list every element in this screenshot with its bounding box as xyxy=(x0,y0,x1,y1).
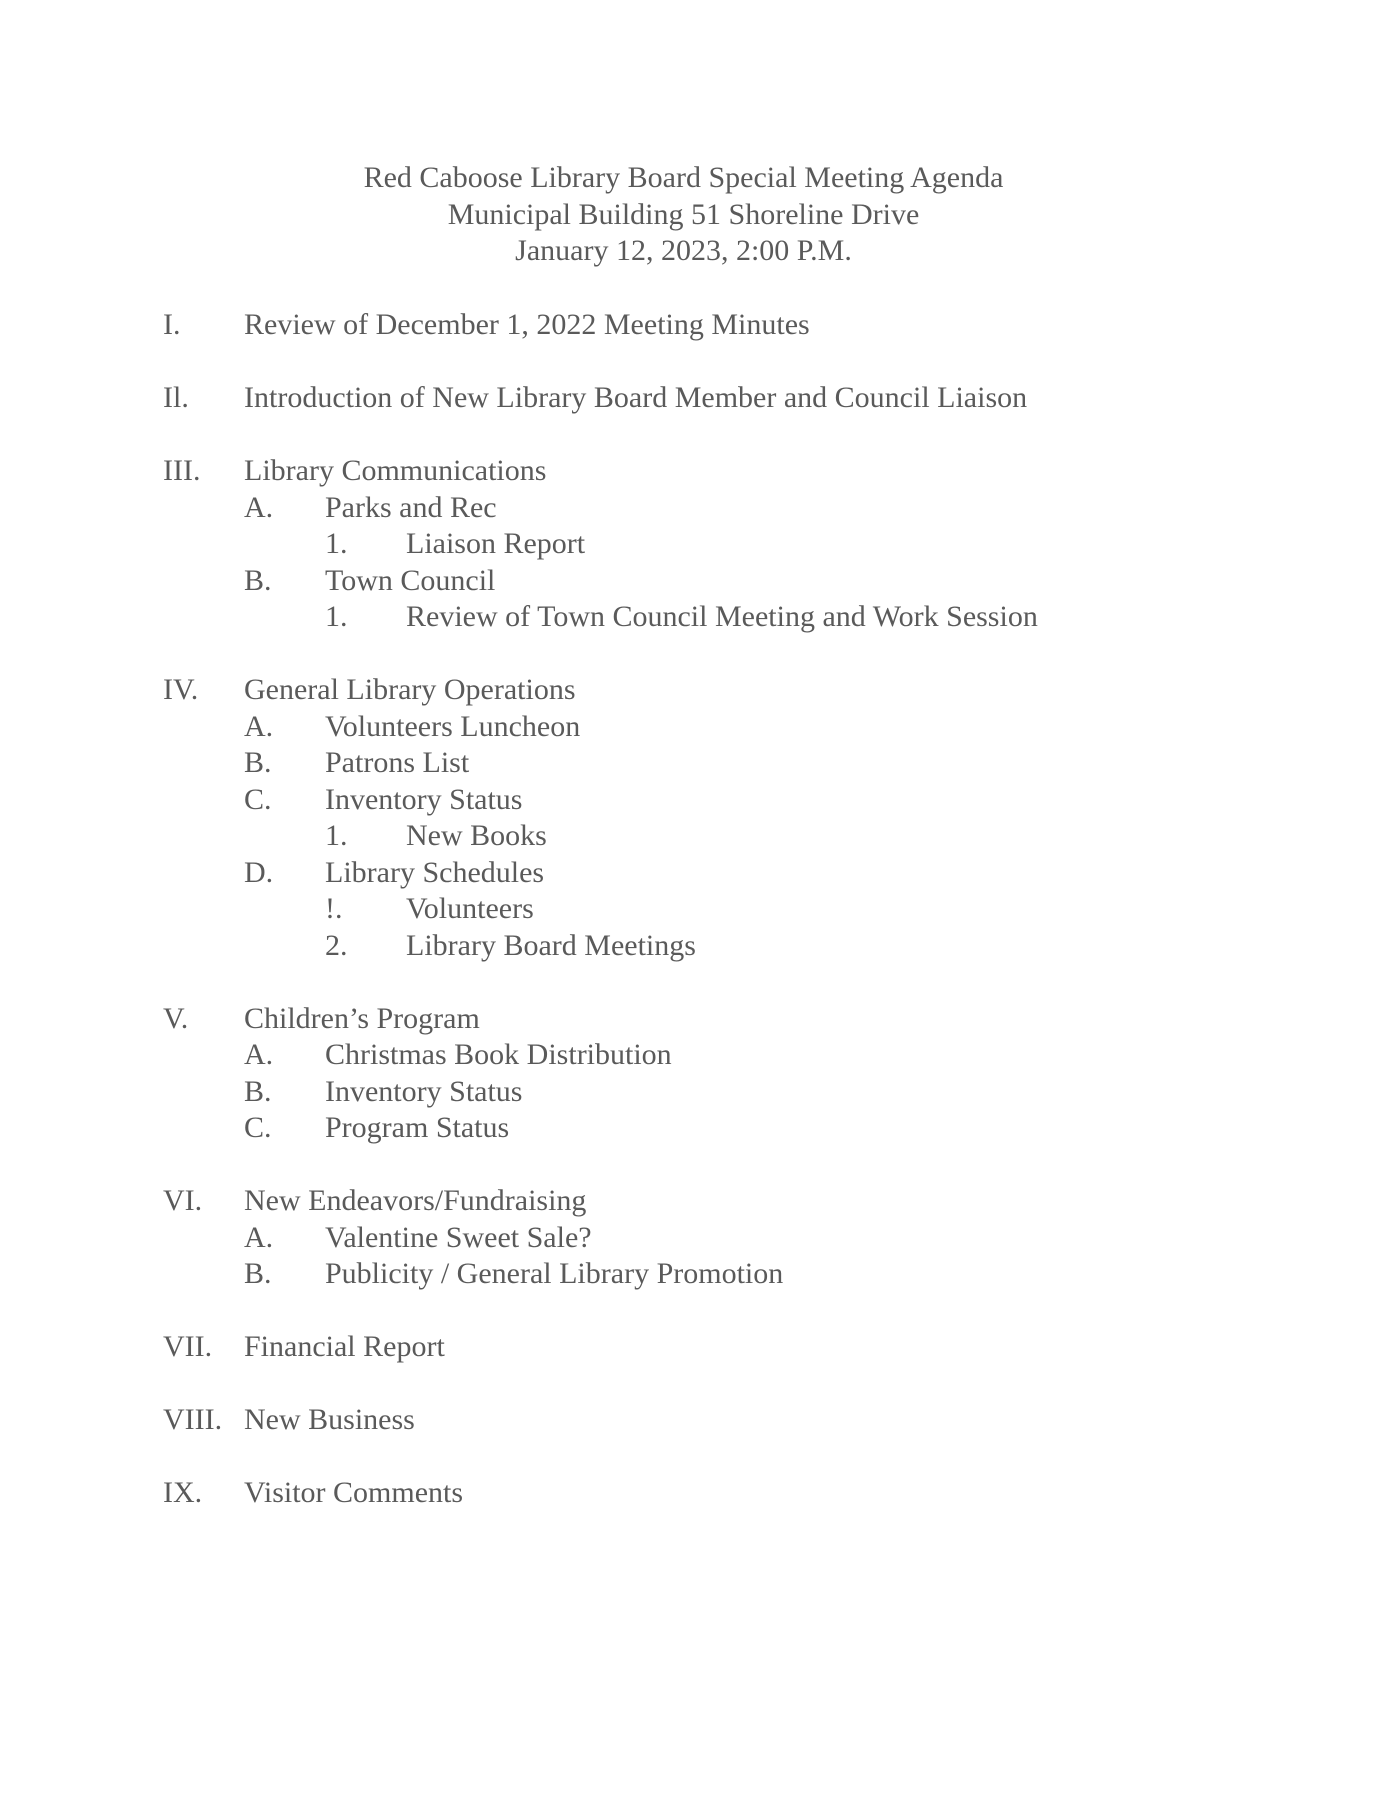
agenda-subsubitem-label: Liaison Report xyxy=(406,527,586,560)
agenda-item-number: V. xyxy=(163,1001,189,1035)
agenda-item-label: New Business xyxy=(244,1403,415,1436)
agenda-subitem xyxy=(163,563,1313,600)
agenda-item-label: Library Communications xyxy=(244,454,547,487)
document-title: Red Caboose Library Board Special Meeting Agenda xyxy=(363,161,1004,194)
agenda-subitem xyxy=(163,1074,1313,1111)
agenda-subsubitem-label: Review of Town Council Meeting and Work Session xyxy=(406,600,1038,633)
agenda-subsubitem xyxy=(163,526,1313,563)
agenda-subsubitem-label: Volunteers xyxy=(406,892,534,925)
agenda-subitem-number: B. xyxy=(244,1257,272,1290)
agenda-item-number: III. xyxy=(163,454,201,487)
agenda-subsubitem-number: 1. xyxy=(325,819,348,852)
agenda-subitem-label: Valentine Sweet Sale? xyxy=(325,1220,592,1254)
agenda-subitem-label: Town Council xyxy=(325,563,496,597)
agenda-item-label: Introduction of New Library Board Member and Council Liaison xyxy=(244,381,1028,414)
agenda-subsubitem-label: Library Board Meetings xyxy=(406,928,696,962)
agenda-subsubitem-number: !. xyxy=(325,892,343,925)
agenda-subitem-label: Inventory Status xyxy=(325,1074,523,1108)
agenda-subitem-number: A. xyxy=(244,1220,274,1254)
agenda-section xyxy=(163,380,1313,417)
agenda-item-number: I. xyxy=(163,308,181,341)
agenda-subitem xyxy=(163,490,1313,527)
agenda-subsubitem xyxy=(163,928,1313,965)
agenda-subitem xyxy=(163,855,1313,892)
agenda-section xyxy=(163,1001,1313,1147)
agenda-subitem-label: Library Schedules xyxy=(325,855,545,889)
agenda-subitem-label: Volunteers Luncheon xyxy=(325,709,581,743)
agenda-subitem xyxy=(163,745,1313,782)
agenda-subsubitem-label: New Books xyxy=(406,819,547,852)
agenda-subitem xyxy=(163,1110,1313,1147)
agenda-subitem-number: A. xyxy=(244,1038,274,1071)
agenda-item-number: Il. xyxy=(163,381,189,414)
agenda-subsubitem-number: 1. xyxy=(325,527,348,560)
agenda-item-label: Financial Report xyxy=(244,1330,445,1363)
agenda-subsubitem xyxy=(163,891,1313,928)
agenda-subsubitem-number: 1. xyxy=(325,600,348,633)
agenda-subitem xyxy=(163,1037,1313,1074)
agenda-item-label: Visitor Comments xyxy=(244,1476,464,1509)
agenda-subitem-label: Program Status xyxy=(325,1111,510,1144)
agenda-subitem-number: D. xyxy=(244,855,274,889)
agenda-subitem-number: B. xyxy=(244,746,272,779)
agenda-item-label: General Library Operations xyxy=(244,673,576,706)
agenda-item-label: Children’s Program xyxy=(244,1001,480,1035)
agenda-subitem-label: Inventory Status xyxy=(325,782,523,816)
agenda-subitem-number: A. xyxy=(244,709,274,743)
agenda-subitem-label: Publicity / General Library Promotion xyxy=(325,1257,784,1290)
agenda-subitem-label: Parks and Rec xyxy=(325,490,497,524)
agenda-subitem xyxy=(163,709,1313,746)
agenda-item-number: IX. xyxy=(163,1476,203,1509)
agenda-item xyxy=(163,1402,1313,1439)
agenda-section xyxy=(163,453,1313,636)
agenda-section xyxy=(163,1475,1313,1512)
agenda-item xyxy=(163,1329,1313,1366)
meeting-location: Municipal Building 51 Shoreline Drive xyxy=(447,197,920,231)
agenda-subsubitem-number: 2. xyxy=(325,928,348,962)
agenda-item xyxy=(163,1475,1313,1512)
agenda-subitem-label: Christmas Book Distribution xyxy=(325,1038,672,1071)
agenda-subitem xyxy=(163,782,1313,819)
meeting-datetime: January 12, 2023, 2:00 P.M. xyxy=(515,234,852,267)
agenda-item-label: New Endeavors/Fundraising xyxy=(244,1184,587,1217)
agenda-subitem-number: B. xyxy=(244,563,272,597)
agenda-subitem xyxy=(163,1256,1313,1293)
agenda-subitem xyxy=(163,1220,1313,1257)
agenda-subsubitem xyxy=(163,599,1313,636)
agenda-item xyxy=(163,453,1313,490)
agenda-subitem-number: C. xyxy=(244,782,272,816)
agenda-item xyxy=(163,672,1313,709)
agenda-item xyxy=(163,1183,1313,1220)
agenda-section xyxy=(163,1183,1313,1293)
agenda-subitem-number: B. xyxy=(244,1074,272,1108)
agenda-item xyxy=(163,380,1313,417)
agenda-item xyxy=(163,1001,1313,1038)
agenda-item-number: VII. xyxy=(163,1330,213,1363)
agenda-section xyxy=(163,307,1313,344)
agenda-section xyxy=(163,1329,1313,1366)
agenda-item-label: Review of December 1, 2022 Meeting Minutes xyxy=(244,308,810,341)
agenda-subitem-label: Patrons List xyxy=(325,746,470,779)
agenda-item-number: VI. xyxy=(163,1184,203,1217)
agenda-subitem-number: C. xyxy=(244,1111,272,1144)
agenda-section xyxy=(163,1402,1313,1439)
agenda-item xyxy=(163,307,1313,344)
agenda-subitem-number: A. xyxy=(244,490,274,524)
agenda-list xyxy=(163,307,1313,1548)
agenda-header xyxy=(0,160,1391,270)
agenda-item-number: VIII. xyxy=(163,1403,223,1436)
agenda-subsubitem xyxy=(163,818,1313,855)
agenda-section xyxy=(163,672,1313,964)
agenda-item-number: IV. xyxy=(163,673,199,706)
